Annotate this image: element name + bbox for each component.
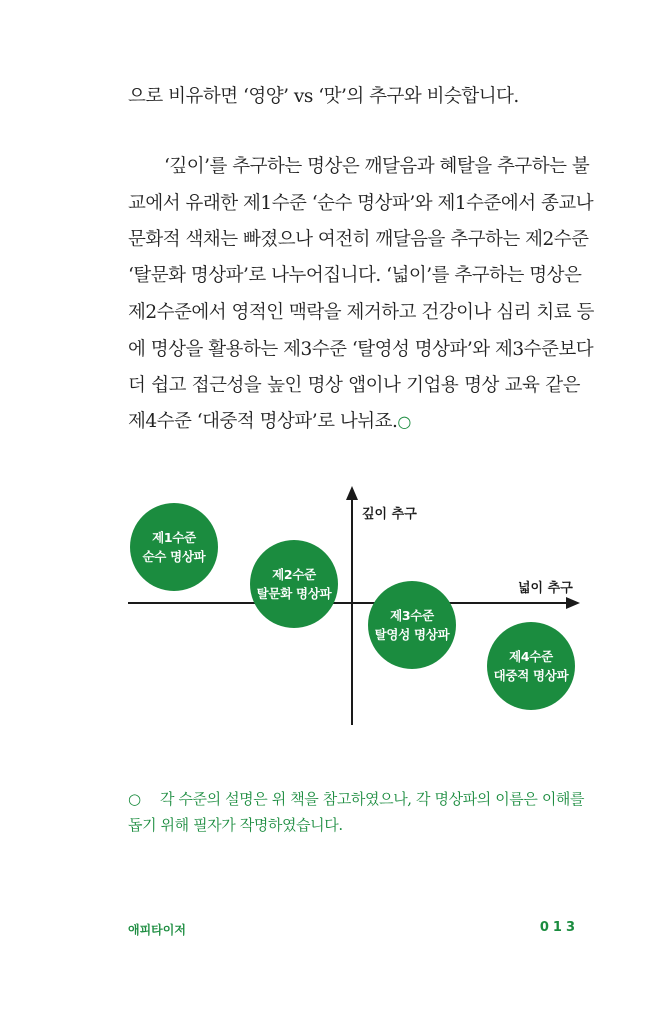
level-3-circle	[368, 581, 456, 669]
body-line-4: 문화적 색채는 빠졌으나 여전히 깨달음을 추구하는 제2수준	[128, 229, 589, 250]
book-title: 애피타이저	[128, 923, 186, 937]
level-1-circle	[130, 503, 218, 591]
footnote-line-1	[128, 787, 585, 811]
body-line-7: 에 명상을 활용하는 제3수준 ‘탈영성 명상파’와 제3수준보다	[128, 339, 594, 360]
body-line-9-text: 제4수준 ‘대중적 명상파’로 나뉘죠.	[128, 411, 398, 432]
x-axis-label: 넓이 추구	[518, 581, 573, 596]
page-number: 013	[539, 920, 579, 935]
level-1-title: 제1수준	[152, 530, 196, 545]
level-2-title: 제2수준	[272, 567, 316, 582]
body-line-5: ‘탈문화 명상파’로 나누어집니다. ‘넓이’를 추구하는 명상은	[128, 265, 582, 286]
level-4-name: 대중적 명상파	[493, 668, 569, 683]
body-line-6: 제2수준에서 영적인 맥락을 제거하고 건강이나 심리 치료 등	[128, 302, 594, 323]
x-axis-arrow	[566, 597, 580, 609]
level-3-name: 탈영성 명상파	[374, 627, 450, 642]
y-axis-label: 깊이 추구	[362, 507, 417, 522]
body-line-1: 으로 비유하면 ‘영양’ vs ‘맛’의 추구와 비슷합니다.	[128, 86, 519, 107]
body-line-2: ‘깊이’를 추구하는 명상은 깨달음과 혜탈을 추구하는 불	[164, 156, 590, 177]
level-2-circle	[250, 540, 338, 628]
level-4-circle	[487, 622, 575, 710]
body-line-8: 더 쉽고 접근성을 높인 명상 앱이나 기업용 명상 교육 같은	[128, 375, 580, 396]
level-3-title: 제3수준	[390, 608, 434, 623]
level-2-name: 탈문화 명상파	[256, 586, 332, 601]
footnote-text-1: 각 수준의 설명은 위 책을 참고하였으나, 각 명상파의 이름은 이해를	[160, 790, 585, 808]
level-1-name: 순수 명상파	[142, 549, 206, 564]
footnote-line-2: 돕기 위해 필자가 작명하였습니다.	[128, 816, 343, 834]
footnote-symbol: ○	[128, 790, 141, 808]
level-4-title: 제4수준	[509, 649, 553, 664]
footnote-marker: ○	[397, 412, 411, 431]
y-axis	[351, 497, 353, 725]
x-axis	[128, 602, 568, 604]
body-line-3: 교에서 유래한 제1수준 ‘순수 명상파’와 제1수준에서 종교나	[128, 193, 594, 214]
y-axis-arrow	[346, 486, 358, 500]
body-line-9	[128, 409, 580, 435]
